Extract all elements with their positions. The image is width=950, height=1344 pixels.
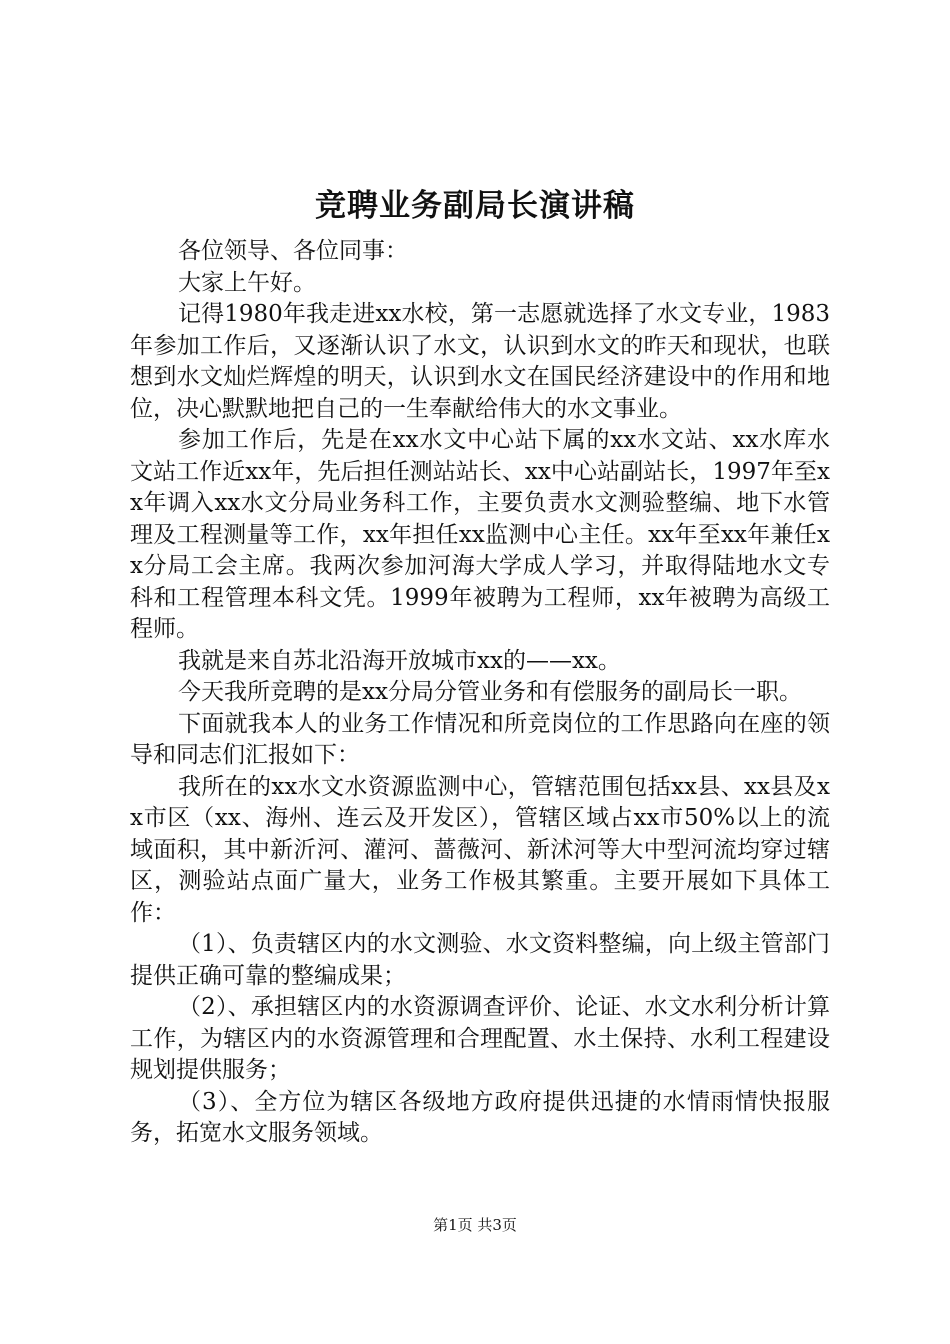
document-title: 竞聘业务副局长演讲稿: [315, 188, 635, 224]
paragraph-background: 记得1980年我走进xx水校，第一志愿就选择了水文专业，1983年参加工作后，又逐渐认识了水文，认识到水文的昨天和现状，也联想到水文灿烂辉煌的明天，认识到水文在国民经济建设中的作用和地位，决心默默地把自己的一生奉献给伟大的水文事业。: [130, 301, 830, 422]
page-footer: 第1页 共3页: [433, 1216, 517, 1234]
greeting: 大家上午好。: [178, 269, 316, 296]
list-item-3: （3）、全方位为辖区各级地方政府提供迅捷的水情雨情快报服务，拓宽水文服务领域。: [130, 1088, 830, 1146]
list-item-1: （1）、负责辖区内的水文测验、水文资料整编，向上级主管部门提供正确可靠的整编成果；: [130, 931, 830, 989]
paragraph-center-overview: 我所在的xx水文水资源监测中心，管辖范围包括xx县、xx县及xx市区（xx、海州、连云及开发区），管辖区域占xx市50%以上的流域面积，其中新沂河、灌河、蔷薇河、新沭河等大中型河流均穿过辖区，测验站点面广量大，业务工作极其繁重。主要开展如下具体工作：: [130, 773, 830, 926]
salutation: 各位领导、各位同事：: [178, 238, 408, 264]
document-body: [130, 236, 830, 1150]
paragraph-career: 参加工作后，先是在xx水文中心站下属的xx水文站、xx水库水文站工作近xx年，先后担任测站站长、xx中心站副站长，1997年至xx年调入xx水文分局业务科工作，主要负责水文测验整编、地下水管理及工程测量等工作，xx年担任xx监测中心主任。xx年至xx年兼任xx分局工会主席。我两次参加河海大学成人学习，并取得陆地水文专科和工程管理本科文凭。1999年被聘为工程师，xx年被聘为高级工程师。: [130, 427, 830, 642]
paragraph-position: 今天我所竞聘的是xx分局分管业务和有偿服务的副局长一职。: [178, 679, 802, 705]
paragraph-self-intro: 我就是来自苏北沿海开放城市xx的——xx。: [178, 647, 621, 674]
list-item-2: （2）、承担辖区内的水资源调查评价、论证、水文水利分析计算工作，为辖区内的水资源管理和合理配置、水土保持、水利工程建设规划提供服务；: [130, 994, 830, 1083]
paragraph-report-intro: 下面就我本人的业务工作情况和所竞岗位的工作思路向在座的领导和同志们汇报如下：: [130, 710, 830, 768]
